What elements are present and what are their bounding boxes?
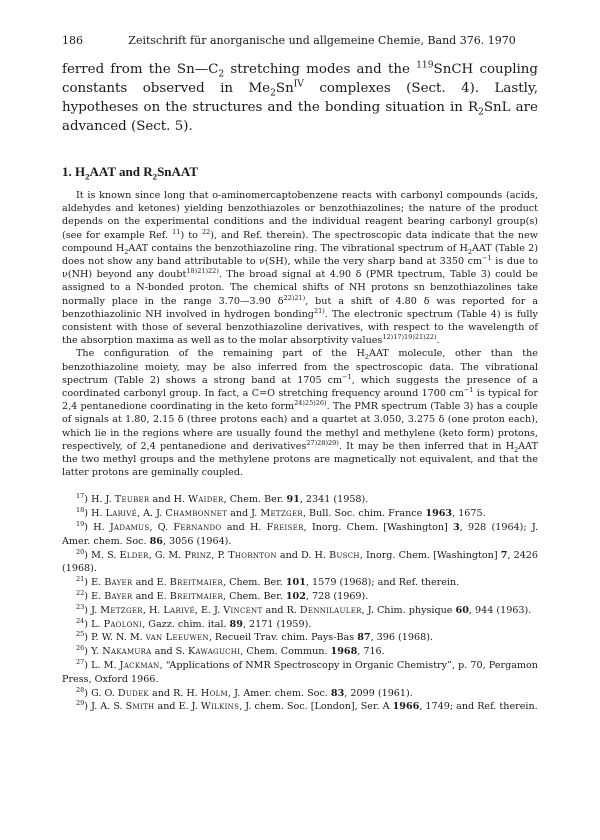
footnote-28: $^{28}$) G. O. Dudek and R. H. Holm, J. Amer. chem. Soc. 83, 2099 (1961). — [76, 685, 413, 699]
footnote-29: $^{29}$) J. A. S. Smith and E. J. Wilkins, J. chem. Soc. [London], Ser. A 1966, 1749; and Ref. therein. — [76, 699, 538, 713]
footnote-24: $^{24}$) L. Paoloni, Gazz. chim. ital. 89, 2171 (1959). — [76, 616, 312, 630]
footnote-26: $^{26}$) Y. Nakamura and S. Kawaguchi, Chem. Commun. 1968, 716. — [76, 644, 385, 658]
footnotes — [62, 493, 538, 714]
footnote-20: $^{20}$) M. S. Elder, G. M. Prinz, P. Thornton and D. H. Busch, Inorg. Chem. [Washington] 7, 2426 (1968). — [62, 547, 539, 575]
section-body — [62, 189, 538, 479]
footnote-17: $^{17}$) H. J. Teuber and H. Waider, Chem. Ber. 91, 2341 (1958). — [76, 492, 369, 506]
running-head: Zeitschrift für anorganische und allgemeine Chemie, Band 376. 1970 — [128, 34, 516, 47]
section-heading: 1. $H_2AAT$ and $R_2SnAAT$ — [62, 164, 199, 182]
footnote-21: $^{21}$) E. Bayer and E. Breitmaier, Chem. Ber. 101, 1579 (1968); and Ref. therein. — [76, 575, 460, 589]
intro-paragraph: ferred from the $Sn—C_2$ stretching modes and the $^{119}$SnCH coupling constants observed in $Me_2Sn^{IV}$ complexes (Sect. 4). Lastly, hypotheses on the structures and the bonding situation in $R_2SnL$ are advanced (Sect. 5). — [62, 60, 538, 134]
page-header — [62, 34, 538, 48]
footnote-23: $^{23}$) J. Metzger, H. Larivé, E. J. Vincent and R. Dennilauler, J. Chim. physique 60, 944 (1963). — [76, 602, 532, 616]
footnote-22: $^{22}$) E. Bayer and E. Breitmaier, Chem. Ber. 102, 728 (1969). — [76, 588, 369, 603]
body-paragraph: It is known since long that o-aminomercaptobenzene reacts with carbonyl compounds (acids, aldehydes and ketones) yielding benzothiazoles or benzothiazolines; the nature of the product depends on the experimental conditions and the individual reagent bearing carbonyl group(s) (see for example Ref. $^{11}$) to $^{22}$), and Ref. therein). The spectroscopic data indicate that the new compound $H_2AAT$ contains the benzothiazoline ring. The vibrational spectrum of $H_2AAT$ (Table 2) does not show any band attributable to ν(SH), while the very sharp band at 3350 $cm^{-1}$ is due to ν(NH) beyond any doubt$^{18)21)22)}$. The broad signal at 4.90 δ (PMR tpectrum, Table 3) could be assigned to a N-bonded proton. The chemical shifts of NH protons sn benzothiazolines take normally place in the range 3.70—3.90 $\delta^{22)21)}$, but a shift of 4.80 δ was reported for a benzothiazolinic NH involved in hydrogen bonding$^{21)}$. The electronic spectrum (Table 4) is fully consistent with those of several benzothiazoline derivatives, with respect to the wavelength of the absorption maxima as well as to the molar absorptivity values$^{12)17)19)21)22)}$. — [62, 190, 538, 347]
body-paragraph: The configuration of the remaining part of the $H_2AAT$ molecule, other than the benzothiazoline moiety, may be also inferred from the spectroscopic data. The vibrational spectrum (Table 2) shows a strong band at 1705 $cm^{-1}$, which suggests the presence of a coordinated carbonyl group. In fact, a C=O stretching frequency around 1700 $cm^{-1}$ is typical for 2,4 pentanedione coordinating in the keto form$^{24)25)26)}$. The PMR spectrum (Table 3) has a couple of signals at 1.80, 2.15 δ (three protons each) and a quartet at 3.050, 3.275 δ (one proton each), which lie in the regions where are usually found the methyl and methylene (keto form) protons, respectively, of 2,4 pentanedione and derivatives$^{27)28)29)}$. It may be then inferred that in $H_2AAT$ the two methyl groups and the methylene protons are magnetically not equivalent, and that the latter protons are geminally coupled. — [62, 348, 538, 479]
journal-page — [62, 34, 538, 714]
footnote-27: $^{27}$) L. M. Jackman, “Applications of NMR Spectroscopy in Organic Chemistry”, p. 70, Pergamon Press, Oxford 1966. — [62, 657, 538, 685]
page-number: 186 — [62, 34, 83, 47]
footnote-19: $^{19}$) H. Jadamus, Q. Fernando and H. Freiser, Inorg. Chem. [Washington] 3, 928 (1964); J. Amer. chem. Soc. 86, 3056 (1964). — [62, 519, 539, 547]
footnote-18: $^{18}$) H. Larivé, A. J. Chambonnet and J. Metzger, Bull. Soc. chim. France 1963, 1675. — [76, 506, 486, 520]
footnote-25: $^{25}$) P. W. N. M. van Leeuwen, Recueil Trav. chim. Pays-Bas 87, 396 (1968). — [76, 630, 433, 644]
